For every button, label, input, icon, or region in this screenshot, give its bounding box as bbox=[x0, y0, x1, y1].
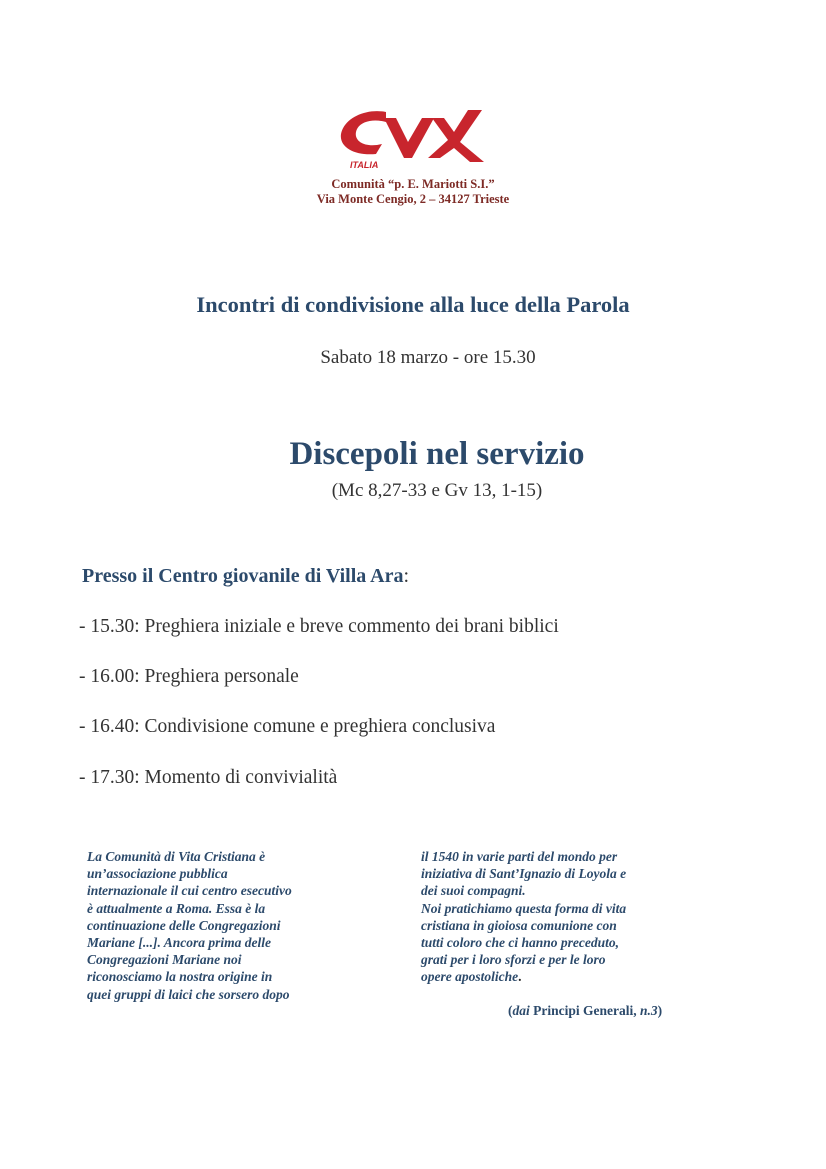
theme-reference: (Mc 8,27-33 e Gv 13, 1-15) bbox=[331, 480, 543, 501]
venue-label: Presso il Centro giovanile di Villa Ara bbox=[82, 565, 404, 587]
schedule-item: - 15.30: Preghiera iniziale e breve commento dei brani biblici bbox=[79, 616, 559, 637]
citation-source: Principi Generali, bbox=[529, 1003, 641, 1018]
venue-colon: : bbox=[403, 565, 410, 587]
event-date: Sabato 18 marzo - ore 15.30 bbox=[320, 347, 536, 368]
cvx-logo-mark bbox=[336, 104, 488, 172]
theme-title: Discepoli nel servizio bbox=[289, 436, 585, 472]
quote-right-text: il 1540 in varie parti del mondo per iniziativa di Sant’Ignazio di Loyola e dei suoi compagni. Noi pratichiamo questa forma di vita cristiana in gioiosa comunione con tutti coloro che ci hanno preceduto, grati per i loro sforzi e per le loro opere apostoliche bbox=[421, 849, 627, 985]
cvx-logo bbox=[336, 104, 488, 172]
quote-citation bbox=[508, 1003, 662, 1019]
schedule-item: - 17.30: Momento di convivialità bbox=[79, 767, 338, 788]
org-name: Comunità “p. E. Mariotti S.I.” bbox=[331, 177, 495, 191]
citation-dai: dai bbox=[512, 1003, 530, 1018]
quote-left-column: La Comunità di Vita Cristiana è un’associazione pubblica internazionale il cui centro esecutivo è attualmente a Roma. Essa è la continuazione delle Congregazioni Mariane [...]. Ancora prima delle Congregazioni Mariane noi riconosciamo la nostra origine in quei gruppi di laici che sorsero dopo bbox=[87, 849, 292, 1002]
citation-open: ( bbox=[508, 1003, 513, 1018]
quote-right-column bbox=[421, 848, 741, 986]
citation-number: n.3 bbox=[640, 1003, 658, 1018]
event-title: Incontri di condivisione alla luce della Parola bbox=[196, 292, 630, 317]
citation-close: ) bbox=[657, 1003, 663, 1018]
schedule-item: - 16.40: Condivisione comune e preghiera conclusiva bbox=[79, 716, 496, 737]
org-address: Via Monte Cengio, 2 – 34127 Trieste bbox=[316, 192, 510, 206]
quote-right-end: . bbox=[518, 969, 522, 985]
logo-subtext: ITALIA bbox=[350, 160, 379, 170]
schedule-item: - 16.00: Preghiera personale bbox=[79, 666, 299, 687]
venue-line bbox=[82, 565, 409, 588]
